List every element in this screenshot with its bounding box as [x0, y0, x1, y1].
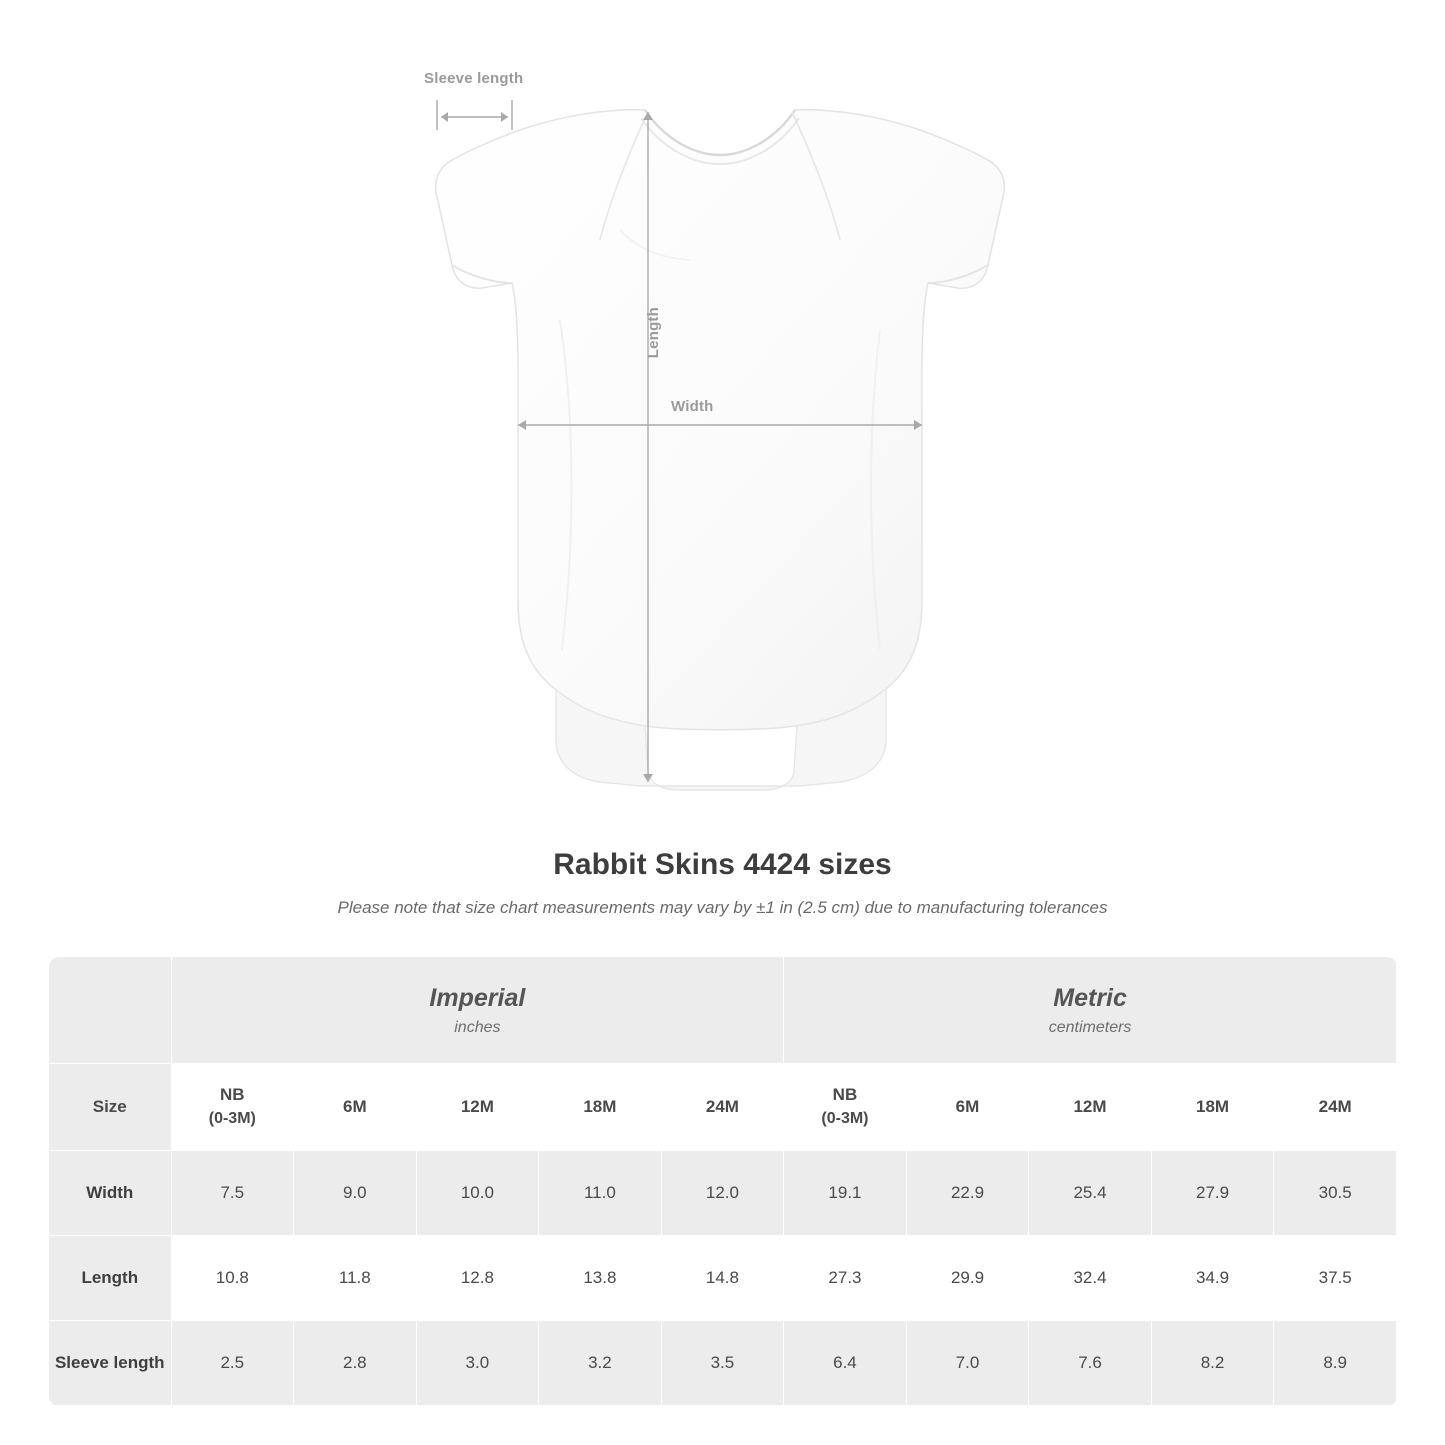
unit-group-imperial-sub: inches: [454, 1019, 501, 1036]
title-block: [0, 848, 1445, 918]
row-label-width: Width: [49, 1151, 172, 1236]
cell-sleeve-6m-cm: 7.0: [906, 1321, 1029, 1406]
cell-width-6m-in: 9.0: [294, 1151, 417, 1236]
unit-group-imperial-name: Imperial: [429, 984, 526, 1012]
column-header-18m-imperial: 18M: [539, 1064, 662, 1151]
bodysuit-shape: [436, 110, 1005, 790]
cell-sleeve-24m-in: 3.5: [661, 1321, 784, 1406]
unit-group-metric: [784, 957, 1397, 1064]
page-title: Rabbit Skins 4424 sizes: [553, 848, 892, 881]
cell-length-24m-in: 14.8: [661, 1236, 784, 1321]
cell-sleeve-nb-in: 2.5: [171, 1321, 294, 1406]
table-row: [49, 1151, 1397, 1236]
cell-length-24m-cm: 37.5: [1274, 1236, 1397, 1321]
column-header-sub: (0-3M): [208, 1110, 256, 1127]
row-label-sleeve-length: Sleeve length: [49, 1321, 172, 1406]
cell-width-nb-cm: 19.1: [784, 1151, 907, 1236]
cell-length-12m-in: 12.8: [416, 1236, 539, 1321]
column-header-12m-imperial: 12M: [416, 1064, 539, 1151]
cell-width-24m-cm: 30.5: [1274, 1151, 1397, 1236]
sleeve-length-label: Sleeve length: [424, 70, 524, 87]
cell-length-18m-in: 13.8: [539, 1236, 662, 1321]
cell-width-nb-in: 7.5: [171, 1151, 294, 1236]
column-header-24m-imperial: 24M: [661, 1064, 784, 1151]
column-header-label: NB: [832, 1085, 858, 1105]
cell-width-18m-cm: 27.9: [1151, 1151, 1274, 1236]
row-header-label: Size: [49, 1064, 172, 1151]
cell-sleeve-12m-in: 3.0: [416, 1321, 539, 1406]
cell-sleeve-18m-in: 3.2: [539, 1321, 662, 1406]
cell-sleeve-12m-cm: 7.6: [1029, 1321, 1152, 1406]
column-header-label: NB: [220, 1085, 245, 1105]
size-chart-table-wrapper: [48, 956, 1397, 1406]
column-header-row: [49, 1064, 1397, 1151]
cell-length-nb-in: 10.8: [171, 1236, 294, 1321]
table-row: [49, 1236, 1397, 1321]
unit-header-spacer: [49, 957, 172, 1064]
unit-header-row: [49, 957, 1397, 1064]
cell-length-6m-cm: 29.9: [906, 1236, 1029, 1321]
size-chart-table: [48, 956, 1397, 1406]
cell-width-6m-cm: 22.9: [906, 1151, 1029, 1236]
row-label-length: Length: [49, 1236, 172, 1321]
cell-width-12m-cm: 25.4: [1029, 1151, 1152, 1236]
unit-group-metric-name: Metric: [1053, 984, 1127, 1012]
column-header-6m-metric: 6M: [906, 1064, 1029, 1151]
column-header-12m-metric: 12M: [1029, 1064, 1152, 1151]
cell-sleeve-18m-cm: 8.2: [1151, 1321, 1274, 1406]
column-header-nb-metric: [784, 1064, 907, 1151]
column-header-nb-imperial: [171, 1064, 294, 1151]
length-label: Length: [645, 307, 662, 359]
cell-length-nb-cm: 27.3: [784, 1236, 907, 1321]
cell-sleeve-nb-cm: 6.4: [784, 1321, 907, 1406]
cell-sleeve-6m-in: 2.8: [294, 1321, 417, 1406]
tolerance-note: Please note that size chart measurements may vary by ±1 in (2.5 cm) due to manufacturing tolerances: [337, 898, 1108, 917]
column-header-sub: (0-3M): [821, 1110, 869, 1127]
unit-group-metric-sub: centimeters: [1048, 1019, 1132, 1036]
cell-length-18m-cm: 34.9: [1151, 1236, 1274, 1321]
width-label: Width: [671, 398, 714, 415]
table-row: [49, 1321, 1397, 1406]
cell-length-12m-cm: 32.4: [1029, 1236, 1152, 1321]
column-header-6m-imperial: 6M: [294, 1064, 417, 1151]
cell-width-24m-in: 12.0: [661, 1151, 784, 1236]
cell-width-12m-in: 10.0: [416, 1151, 539, 1236]
cell-length-6m-in: 11.8: [294, 1236, 417, 1321]
column-header-18m-metric: 18M: [1151, 1064, 1274, 1151]
column-header-24m-metric: 24M: [1274, 1064, 1397, 1151]
cell-sleeve-24m-cm: 8.9: [1274, 1321, 1397, 1406]
cell-width-18m-in: 11.0: [539, 1151, 662, 1236]
unit-group-imperial: [171, 957, 784, 1064]
